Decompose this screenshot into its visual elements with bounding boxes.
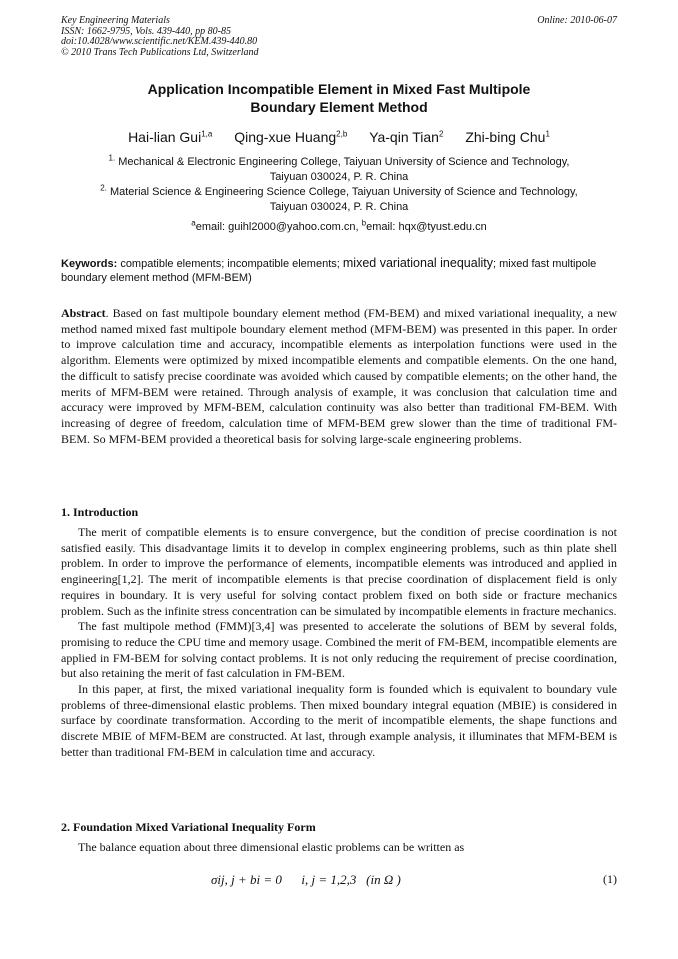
journal-header [61,16,617,58]
author: Zhi-bing Chu$^1$ [465,129,550,145]
equation-1 [61,872,617,890]
email-line: $^a$email: guihl2000@yahoo.com.cn, $^b$email: hqx@tyust.edu.cn [191,218,487,233]
abstract-text: . Based on fast multipole boundary element method (FM-BEM) and mixed variational inequality, a new method named mixed fast multipole boundary element method (MFM-BEM) was presented in this paper. In order to improve calculation time and accuracy, incompatible elements as interpolation functions were used in the algorithm. Elements were optimized by mixed incompatible elements and compatible elements. On the one hand, the difficult to satisfy precise coordinate was avoided which caused by compatible elements; on the other hand, the merits of MFM-BEM were retained. Through analysis of example, it was conclusion that calculation time and accuracy were improved by MFM-BEM, calculation continuity was also better than traditional FM-BEM. With increasing of degree of freedom, calculation time of MFM-BEM grew slower than the time of traditional FM-BEM. So MFM-BEM provided a theoretical basis for solving large-scale engineering problems. [61,306,617,446]
issn-line: ISSN: 1662-9795, Vols. 439-440, pp 80-85 [61,25,231,37]
doi-line: doi:10.4028/www.scientific.net/KEM.439-440.80 [61,36,258,47]
title-line-1: Application Incompatible Element in Mixed Fast Multipole [147,81,531,97]
paragraph: The fast multipole method (FMM)[3,4] was presented to accelerate the solutions of BEM by several folds, promising to reduce the CPU time and memory usage. Combined the merit of FM-BEM, incompatible elements are applied in FM-BEM for solving contact problems. It is not only reducing the requirement of precise coordination, but also retaining the merit of fast calculation in FM-BEM. [61,619,617,681]
paragraph: The balance equation about three dimensional elastic problems can be written as [78,840,465,854]
section-heading-2: 2. Foundation Mixed Variational Inequality Form [61,820,316,834]
author: Ya-qin Tian$^2$ [369,129,444,145]
affiliation-1: $^{1.}$ Mechanical & Electronic Engineering College, Taiyuan University of Science and Technology, Taiyuan 030024, P. R. China [108,153,570,183]
author: Hai-lian Gui$^{1,a}$ [128,129,213,145]
equation-text: σij, j + bi = 0 i, j = 1,2,3 (in Ω ) [211,872,401,887]
abstract [61,306,617,447]
paper-title [0,80,678,116]
author-list [0,129,678,145]
section-heading-1: 1. Introduction [61,505,139,519]
keywords: Keywords: compatible elements; incompatible elements; mixed variational inequality; mixed fast multipole boundary element method (MFM-BEM) [61,256,597,284]
equation-number: (1) [603,872,617,886]
abstract-label: Abstract [61,306,106,320]
introduction-body [61,525,617,761]
paragraph: In this paper, at first, the mixed variational inequality form is founded which is equivalent to boundary vule problems of three-dimensional elastic problems. Then mixed boundary integral equation (MBIE) is considered in surface by coordinate transformation. According to the merit of incompatible elements, the shape functions and discrete MBIE of MFM-BEM are constructed. At last, through example analysis, it illuminates that MFM-BEM is better than traditional FM-BEM in calculation time and accuracy. [61,682,617,759]
copyright-line: © 2010 Trans Tech Publications Ltd, Switzerland [61,46,259,58]
section-2-body [61,840,617,856]
journal-name: Key Engineering Materials [61,15,170,26]
online-date: Online: 2010-06-07 [537,15,617,26]
title-line-2: Boundary Element Method [250,99,428,115]
affiliation-2: $^{2.}$ Material Science & Engineering Science College, Taiyuan University of Science and Technology, Taiyuan 030024, P. R. China [100,183,578,213]
author: Qing-xue Huang$^{2,b}$ [234,129,348,145]
keywords-label: Keywords: [61,258,118,270]
paragraph: The merit of compatible elements is to ensure convergence, but the condition of precise coordination is not satisfied easily. This disadvantage limits it to develop in complex engineering problems, such as thin plate shell problem. In order to improve the performance of elements, incompatible elements was introduced and applied in engineering[1,2]. The merit of incompatible elements is that precise coordination of displacement field is only requires in boundary. It is very useful for solving contact problem fixed on both side or fracture mechanics problem. Such as the infinite stress concentration can be simulated by incompatible elements in fracture mechanics. [61,525,617,618]
